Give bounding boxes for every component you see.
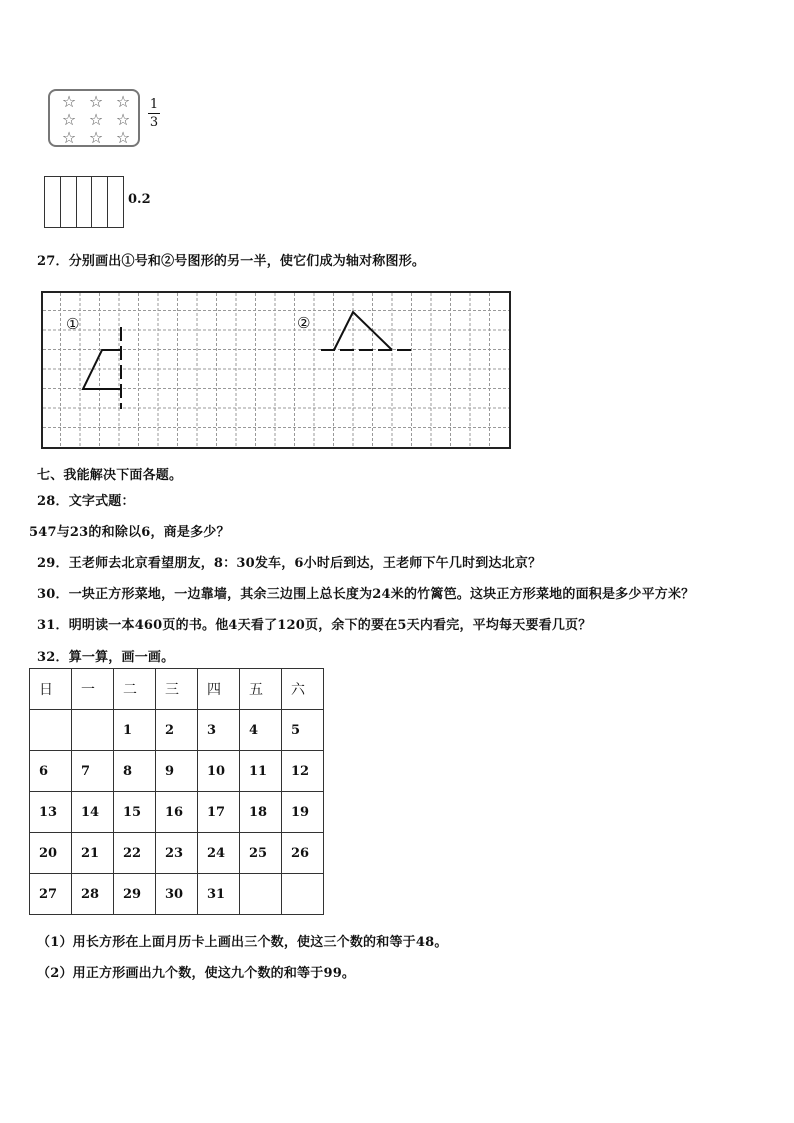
strip-figure	[44, 176, 124, 228]
strip	[92, 177, 108, 227]
calendar-cell[interactable]: 21	[72, 833, 114, 874]
calendar-cell[interactable]: 11	[240, 751, 282, 792]
calendar-cell[interactable]: 18	[240, 792, 282, 833]
star-icon: ☆	[115, 92, 131, 111]
calendar-row	[30, 751, 324, 792]
strip	[45, 177, 61, 227]
calendar-header-cell: 五	[240, 669, 282, 710]
calendar-cell[interactable]: 2	[156, 710, 198, 751]
calendar-cell[interactable]: 14	[72, 792, 114, 833]
calendar-cell[interactable]: 4	[240, 710, 282, 751]
q28-text: 547与23的和除以6，商是多少？	[29, 525, 230, 540]
calendar-cell[interactable]: 15	[114, 792, 156, 833]
calendar-cell[interactable]: 26	[282, 833, 324, 874]
calendar-header-cell: 三	[156, 669, 198, 710]
calendar-cell[interactable]: 20	[30, 833, 72, 874]
shape-1-label: ①	[66, 315, 80, 333]
q32-sub1: （1）用长方形在上面月历卡上画出三个数，使这三个数的和等于48。	[37, 935, 448, 950]
calendar-cell[interactable]	[30, 710, 72, 751]
star-icon: ☆	[88, 92, 104, 111]
calendar-cell[interactable]: 9	[156, 751, 198, 792]
calendar-header-row	[30, 669, 324, 710]
calendar-cell[interactable]: 28	[72, 874, 114, 915]
q28-title: 28．文字式题：	[37, 494, 135, 509]
star-grid	[50, 91, 138, 147]
calendar-cell[interactable]: 3	[198, 710, 240, 751]
calendar-cell[interactable]	[72, 710, 114, 751]
calendar-cell[interactable]: 23	[156, 833, 198, 874]
calendar-cell[interactable]: 30	[156, 874, 198, 915]
calendar-header-cell: 一	[72, 669, 114, 710]
calendar-cell[interactable]: 7	[72, 751, 114, 792]
calendar-cell[interactable]: 16	[156, 792, 198, 833]
calendar-header-cell: 四	[198, 669, 240, 710]
calendar-cell[interactable]: 25	[240, 833, 282, 874]
q32-sub2: （2）用正方形画出九个数，使这九个数的和等于99。	[37, 966, 356, 981]
star-icon: ☆	[115, 128, 131, 147]
calendar-cell[interactable]: 31	[198, 874, 240, 915]
calendar-cell[interactable]: 24	[198, 833, 240, 874]
calendar-cell[interactable]	[240, 874, 282, 915]
fraction-bar	[148, 113, 160, 114]
section7-title: 七、我能解决下面各题。	[37, 468, 183, 483]
calendar-cell[interactable]: 29	[114, 874, 156, 915]
strip	[61, 177, 77, 227]
strip-decimal-label: 0.2	[128, 192, 151, 207]
calendar-cell[interactable]: 12	[282, 751, 324, 792]
q30-text: 30．一块正方形菜地，一边靠墙，其余三边围上总长度为24米的竹篱笆。这块正方形菜地的面积是多少平方米？	[37, 587, 695, 602]
calendar-row	[30, 874, 324, 915]
star-icon: ☆	[61, 110, 77, 129]
calendar-header-cell: 日	[30, 669, 72, 710]
calendar-cell[interactable]: 5	[282, 710, 324, 751]
calendar-table	[29, 668, 324, 915]
star-icon: ☆	[61, 92, 77, 111]
calendar-header-cell: 六	[282, 669, 324, 710]
calendar-cell[interactable]: 22	[114, 833, 156, 874]
star-icon: ☆	[61, 128, 77, 147]
calendar-cell[interactable]: 13	[30, 792, 72, 833]
fraction-one-third	[148, 97, 160, 130]
calendar-cell[interactable]: 27	[30, 874, 72, 915]
calendar-cell[interactable]: 1	[114, 710, 156, 751]
calendar-row	[30, 833, 324, 874]
star-icon: ☆	[88, 128, 104, 147]
calendar-cell[interactable]: 19	[282, 792, 324, 833]
calendar-row	[30, 710, 324, 751]
fraction-numerator: 1	[149, 97, 159, 112]
strip	[108, 177, 123, 227]
q29-text: 29．王老师去北京看望朋友，8：30发车，6小时后到达，王老师下午几时到达北京？	[37, 556, 542, 571]
star-icon: ☆	[88, 110, 104, 129]
q31-text: 31．明明读一本460页的书。他4天看了120页，余下的要在5天内看完，平均每天要看几页？	[37, 618, 592, 633]
q32-title: 32．算一算，画一画。	[37, 650, 175, 665]
grid-border	[42, 292, 510, 448]
calendar-row	[30, 792, 324, 833]
calendar-header-cell: 二	[114, 669, 156, 710]
strip	[77, 177, 93, 227]
calendar-cell[interactable]: 6	[30, 751, 72, 792]
fraction-denominator: 3	[149, 115, 159, 130]
shape-2-label: ②	[297, 314, 311, 332]
shape-2-half	[334, 312, 392, 350]
calendar-cell[interactable]: 10	[198, 751, 240, 792]
calendar-cell[interactable]: 8	[114, 751, 156, 792]
symmetry-grid	[41, 291, 511, 449]
star-figure	[48, 89, 140, 147]
star-icon: ☆	[115, 110, 131, 129]
calendar-cell[interactable]: 17	[198, 792, 240, 833]
calendar-cell[interactable]	[282, 874, 324, 915]
q27-text: 27．分别画出①号和②号图形的另一半，使它们成为轴对称图形。	[37, 254, 426, 269]
